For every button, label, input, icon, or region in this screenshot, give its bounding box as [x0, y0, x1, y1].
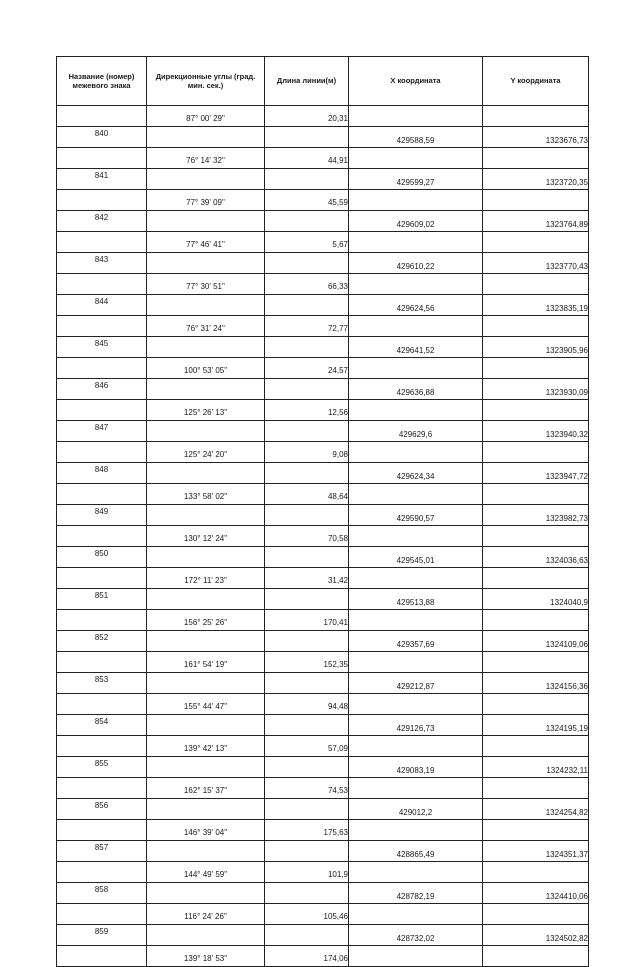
length-cell: 174,06 — [265, 946, 349, 967]
length-cell — [265, 925, 349, 946]
x-coordinate-cell — [349, 778, 483, 799]
mark-name-cell: 850 — [57, 547, 147, 568]
length-cell: 94,48 — [265, 694, 349, 715]
length-cell — [265, 883, 349, 904]
angle-cell — [147, 673, 265, 694]
x-coordinate-cell — [349, 526, 483, 547]
table-row-segment — [57, 694, 589, 715]
angle-cell: 162° 15' 37" — [147, 778, 265, 799]
mark-name-cell: 857 — [57, 841, 147, 862]
length-cell: 57,09 — [265, 736, 349, 757]
x-coordinate-cell — [349, 946, 483, 967]
x-coordinate-cell — [349, 610, 483, 631]
angle-cell: 161° 54' 19" — [147, 652, 265, 673]
length-cell — [265, 757, 349, 778]
length-cell — [265, 421, 349, 442]
table-row-point — [57, 421, 589, 442]
x-coordinate-cell: 429126,73 — [349, 715, 483, 736]
x-coordinate-cell — [349, 694, 483, 715]
mark-name-cell — [57, 526, 147, 547]
y-coordinate-cell: 1323764,89 — [483, 211, 589, 232]
x-coordinate-cell — [349, 484, 483, 505]
x-coordinate-cell: 429636,88 — [349, 379, 483, 400]
length-cell: 48,64 — [265, 484, 349, 505]
angle-cell — [147, 841, 265, 862]
table-row-point — [57, 127, 589, 148]
length-cell: 12,56 — [265, 400, 349, 421]
table-row-segment — [57, 652, 589, 673]
mark-name-cell: 843 — [57, 253, 147, 274]
mark-name-cell — [57, 568, 147, 589]
x-coordinate-cell: 428782,19 — [349, 883, 483, 904]
angle-cell: 125° 24' 20" — [147, 442, 265, 463]
mark-name-cell: 851 — [57, 589, 147, 610]
table-row-segment — [57, 946, 589, 967]
y-coordinate-cell — [483, 358, 589, 379]
length-cell — [265, 379, 349, 400]
x-coordinate-cell: 429545,01 — [349, 547, 483, 568]
table-row-segment — [57, 736, 589, 757]
x-coordinate-cell — [349, 736, 483, 757]
length-cell: 175,63 — [265, 820, 349, 841]
angle-cell: 87° 00' 29" — [147, 106, 265, 127]
length-cell — [265, 799, 349, 820]
mark-name-cell: 848 — [57, 463, 147, 484]
table-row-point — [57, 295, 589, 316]
mark-name-cell — [57, 736, 147, 757]
table-row-segment — [57, 778, 589, 799]
angle-cell — [147, 127, 265, 148]
mark-name-cell — [57, 694, 147, 715]
table-row-segment — [57, 904, 589, 925]
length-cell: 45,59 — [265, 190, 349, 211]
table-row-point — [57, 631, 589, 652]
y-coordinate-cell: 1323835,19 — [483, 295, 589, 316]
mark-name-cell: 854 — [57, 715, 147, 736]
angle-cell: 139° 18' 53" — [147, 946, 265, 967]
length-cell — [265, 841, 349, 862]
angle-cell — [147, 925, 265, 946]
x-coordinate-cell — [349, 442, 483, 463]
x-coordinate-cell: 429513,88 — [349, 589, 483, 610]
y-coordinate-cell: 1324040,9 — [483, 589, 589, 610]
y-coordinate-cell: 1324109,06 — [483, 631, 589, 652]
table-row-segment — [57, 232, 589, 253]
table-row-point — [57, 253, 589, 274]
length-cell: 170,41 — [265, 610, 349, 631]
x-coordinate-cell: 428865,49 — [349, 841, 483, 862]
length-cell: 66,33 — [265, 274, 349, 295]
length-cell: 105,46 — [265, 904, 349, 925]
table-row-point — [57, 169, 589, 190]
x-coordinate-cell — [349, 316, 483, 337]
y-coordinate-cell: 1323982,73 — [483, 505, 589, 526]
x-coordinate-cell — [349, 190, 483, 211]
angle-cell: 77° 30' 51" — [147, 274, 265, 295]
x-coordinate-cell — [349, 358, 483, 379]
x-coordinate-cell — [349, 904, 483, 925]
angle-cell — [147, 589, 265, 610]
angle-cell — [147, 337, 265, 358]
x-coordinate-cell: 429588,59 — [349, 127, 483, 148]
mark-name-cell — [57, 778, 147, 799]
table-row-point — [57, 589, 589, 610]
angle-cell: 76° 14' 32" — [147, 148, 265, 169]
table-row-segment — [57, 316, 589, 337]
y-coordinate-cell — [483, 778, 589, 799]
length-cell: 24,57 — [265, 358, 349, 379]
header-line-length: Длина линии(м) — [265, 57, 349, 106]
y-coordinate-cell: 1324156,36 — [483, 673, 589, 694]
table-row-segment — [57, 526, 589, 547]
y-coordinate-cell — [483, 106, 589, 127]
y-coordinate-cell: 1324502,82 — [483, 925, 589, 946]
table-row-point — [57, 757, 589, 778]
x-coordinate-cell: 429590,57 — [349, 505, 483, 526]
y-coordinate-cell — [483, 400, 589, 421]
length-cell — [265, 547, 349, 568]
mark-name-cell — [57, 652, 147, 673]
x-coordinate-cell — [349, 862, 483, 883]
length-cell — [265, 337, 349, 358]
table-row-segment — [57, 862, 589, 883]
mark-name-cell: 859 — [57, 925, 147, 946]
angle-cell — [147, 253, 265, 274]
table-row-point — [57, 379, 589, 400]
x-coordinate-cell: 429609,02 — [349, 211, 483, 232]
y-coordinate-cell: 1324410,06 — [483, 883, 589, 904]
length-cell: 152,35 — [265, 652, 349, 673]
table-row-segment — [57, 190, 589, 211]
table-row-segment — [57, 820, 589, 841]
length-cell: 9,08 — [265, 442, 349, 463]
mark-name-cell: 841 — [57, 169, 147, 190]
mark-name-cell: 852 — [57, 631, 147, 652]
mark-name-cell: 855 — [57, 757, 147, 778]
x-coordinate-cell — [349, 106, 483, 127]
mark-name-cell — [57, 862, 147, 883]
y-coordinate-cell: 1324254,82 — [483, 799, 589, 820]
table-row-point — [57, 211, 589, 232]
y-coordinate-cell — [483, 190, 589, 211]
mark-name-cell: 846 — [57, 379, 147, 400]
x-coordinate-cell: 429641,52 — [349, 337, 483, 358]
table-row-point — [57, 841, 589, 862]
length-cell: 44,91 — [265, 148, 349, 169]
x-coordinate-cell — [349, 400, 483, 421]
length-cell — [265, 253, 349, 274]
y-coordinate-cell: 1324351,37 — [483, 841, 589, 862]
length-cell: 5,67 — [265, 232, 349, 253]
angle-cell: 144° 49' 59" — [147, 862, 265, 883]
x-coordinate-cell: 429610,22 — [349, 253, 483, 274]
table-row-segment — [57, 106, 589, 127]
table-row-point — [57, 505, 589, 526]
mark-name-cell: 844 — [57, 295, 147, 316]
length-cell: 101,9 — [265, 862, 349, 883]
angle-cell — [147, 169, 265, 190]
mark-name-cell — [57, 148, 147, 169]
angle-cell: 156° 25' 26" — [147, 610, 265, 631]
angle-cell: 125° 26' 13" — [147, 400, 265, 421]
length-cell — [265, 715, 349, 736]
length-cell — [265, 295, 349, 316]
y-coordinate-cell: 1323720,35 — [483, 169, 589, 190]
angle-cell — [147, 463, 265, 484]
y-coordinate-cell — [483, 820, 589, 841]
x-coordinate-cell: 429629,6 — [349, 421, 483, 442]
angle-cell — [147, 295, 265, 316]
mark-name-cell: 842 — [57, 211, 147, 232]
mark-name-cell: 847 — [57, 421, 147, 442]
angle-cell: 77° 46' 41" — [147, 232, 265, 253]
y-coordinate-cell: 1323930,09 — [483, 379, 589, 400]
mark-name-cell — [57, 106, 147, 127]
y-coordinate-cell — [483, 652, 589, 673]
y-coordinate-cell — [483, 694, 589, 715]
y-coordinate-cell: 1324036,63 — [483, 547, 589, 568]
y-coordinate-cell — [483, 442, 589, 463]
angle-cell — [147, 505, 265, 526]
mark-name-cell — [57, 232, 147, 253]
length-cell — [265, 673, 349, 694]
angle-cell: 172° 11' 23" — [147, 568, 265, 589]
length-cell — [265, 211, 349, 232]
angle-cell: 155° 44' 47" — [147, 694, 265, 715]
table-row-segment — [57, 400, 589, 421]
y-coordinate-cell — [483, 274, 589, 295]
y-coordinate-cell — [483, 148, 589, 169]
y-coordinate-cell — [483, 526, 589, 547]
x-coordinate-cell — [349, 232, 483, 253]
mark-name-cell — [57, 400, 147, 421]
angle-cell — [147, 631, 265, 652]
header-x-coordinate: X координата — [349, 57, 483, 106]
length-cell: 72,77 — [265, 316, 349, 337]
table-row-segment — [57, 442, 589, 463]
x-coordinate-cell: 429212,87 — [349, 673, 483, 694]
table-body — [57, 106, 589, 967]
length-cell — [265, 505, 349, 526]
mark-name-cell: 858 — [57, 883, 147, 904]
mark-name-cell — [57, 442, 147, 463]
y-coordinate-cell: 1324195,19 — [483, 715, 589, 736]
boundary-coordinates-table — [56, 56, 589, 967]
y-coordinate-cell: 1323770,43 — [483, 253, 589, 274]
mark-name-cell — [57, 904, 147, 925]
y-coordinate-cell — [483, 862, 589, 883]
angle-cell: 139° 42' 13" — [147, 736, 265, 757]
table-row-point — [57, 883, 589, 904]
length-cell — [265, 463, 349, 484]
table-row-point — [57, 715, 589, 736]
angle-cell: 77° 39' 09" — [147, 190, 265, 211]
angle-cell: 130° 12' 24" — [147, 526, 265, 547]
angle-cell — [147, 547, 265, 568]
length-cell: 70,58 — [265, 526, 349, 547]
table-row-point — [57, 547, 589, 568]
table-row-segment — [57, 148, 589, 169]
y-coordinate-cell — [483, 736, 589, 757]
length-cell — [265, 589, 349, 610]
x-coordinate-cell: 429624,56 — [349, 295, 483, 316]
table-row-point — [57, 337, 589, 358]
mark-name-cell — [57, 358, 147, 379]
length-cell: 31,42 — [265, 568, 349, 589]
y-coordinate-cell — [483, 904, 589, 925]
y-coordinate-cell — [483, 946, 589, 967]
x-coordinate-cell: 428732,02 — [349, 925, 483, 946]
angle-cell: 146° 39' 04" — [147, 820, 265, 841]
mark-name-cell — [57, 610, 147, 631]
table-row-segment — [57, 484, 589, 505]
x-coordinate-cell — [349, 820, 483, 841]
angle-cell: 133° 58' 02" — [147, 484, 265, 505]
mark-name-cell — [57, 316, 147, 337]
header-y-coordinate: Y координата — [483, 57, 589, 106]
table-row-segment — [57, 274, 589, 295]
mark-name-cell: 853 — [57, 673, 147, 694]
header-direction-angle: Дирекционные углы (град. мин. сек.) — [147, 57, 265, 106]
length-cell — [265, 631, 349, 652]
x-coordinate-cell: 429357,69 — [349, 631, 483, 652]
mark-name-cell — [57, 946, 147, 967]
x-coordinate-cell — [349, 568, 483, 589]
angle-cell: 76° 31' 24" — [147, 316, 265, 337]
mark-name-cell — [57, 274, 147, 295]
x-coordinate-cell — [349, 274, 483, 295]
angle-cell — [147, 715, 265, 736]
mark-name-cell — [57, 820, 147, 841]
x-coordinate-cell — [349, 148, 483, 169]
y-coordinate-cell — [483, 610, 589, 631]
angle-cell — [147, 379, 265, 400]
angle-cell — [147, 799, 265, 820]
x-coordinate-cell: 429599,27 — [349, 169, 483, 190]
y-coordinate-cell: 1323947,72 — [483, 463, 589, 484]
x-coordinate-cell — [349, 652, 483, 673]
mark-name-cell: 849 — [57, 505, 147, 526]
table-row-segment — [57, 358, 589, 379]
table-row-point — [57, 463, 589, 484]
mark-name-cell — [57, 484, 147, 505]
angle-cell — [147, 421, 265, 442]
header-mark-name: Название (номер) межевого знака — [57, 57, 147, 106]
table-row-segment — [57, 568, 589, 589]
mark-name-cell: 845 — [57, 337, 147, 358]
y-coordinate-cell: 1324232,11 — [483, 757, 589, 778]
y-coordinate-cell — [483, 232, 589, 253]
angle-cell — [147, 211, 265, 232]
angle-cell — [147, 883, 265, 904]
x-coordinate-cell: 429012,2 — [349, 799, 483, 820]
y-coordinate-cell: 1323940,32 — [483, 421, 589, 442]
length-cell: 74,53 — [265, 778, 349, 799]
table-row-point — [57, 673, 589, 694]
document-page — [56, 56, 588, 963]
table-header-row — [57, 57, 589, 106]
y-coordinate-cell: 1323676,73 — [483, 127, 589, 148]
table-row-point — [57, 925, 589, 946]
angle-cell: 116° 24' 26" — [147, 904, 265, 925]
angle-cell: 100° 53' 05" — [147, 358, 265, 379]
x-coordinate-cell: 429624,34 — [349, 463, 483, 484]
length-cell: 20,31 — [265, 106, 349, 127]
table-row-point — [57, 799, 589, 820]
y-coordinate-cell — [483, 568, 589, 589]
x-coordinate-cell: 429083,19 — [349, 757, 483, 778]
y-coordinate-cell — [483, 484, 589, 505]
y-coordinate-cell: 1323905,96 — [483, 337, 589, 358]
mark-name-cell: 856 — [57, 799, 147, 820]
mark-name-cell: 840 — [57, 127, 147, 148]
y-coordinate-cell — [483, 316, 589, 337]
angle-cell — [147, 757, 265, 778]
table-row-segment — [57, 610, 589, 631]
length-cell — [265, 169, 349, 190]
mark-name-cell — [57, 190, 147, 211]
length-cell — [265, 127, 349, 148]
